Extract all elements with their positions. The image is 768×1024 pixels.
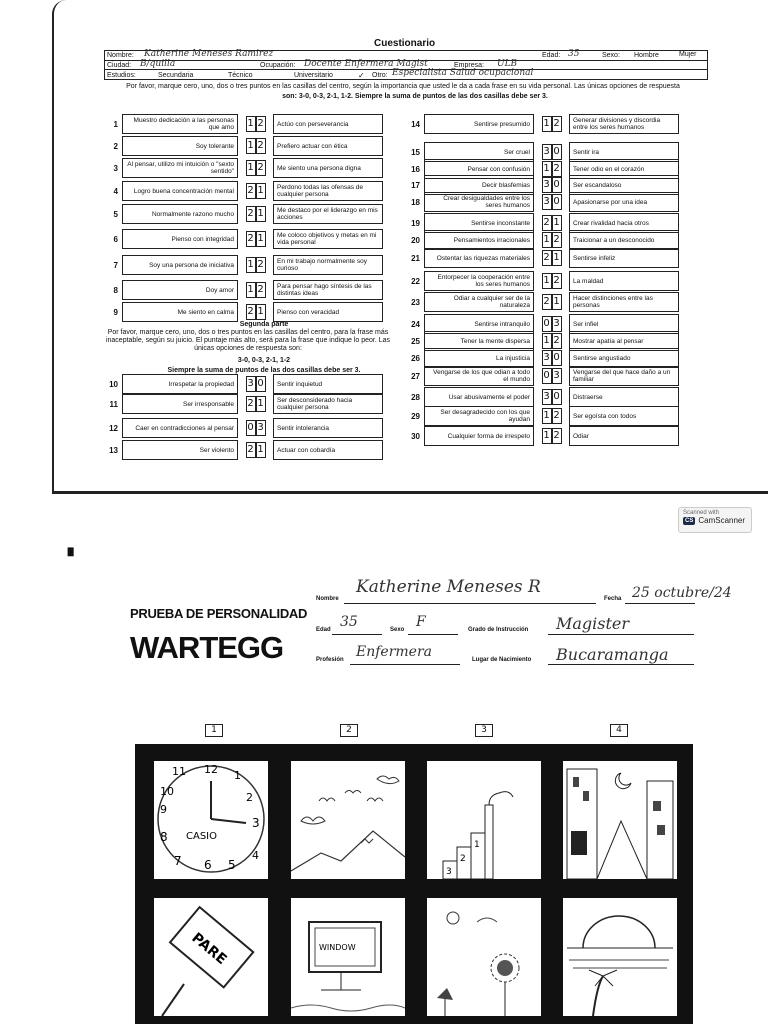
item-row-29	[406, 406, 679, 426]
edad-underline	[332, 634, 382, 635]
clock-num: 3	[252, 816, 260, 830]
wartegg-fecha-label: Fecha	[604, 596, 622, 602]
drawing-cell-1-clock	[154, 761, 268, 879]
clock-num: 11	[172, 765, 186, 778]
item-number: 22	[411, 276, 420, 286]
otro-label: Otro:	[372, 72, 388, 79]
fecha-underline	[625, 603, 695, 604]
score-right[interactable]: 2	[552, 428, 562, 444]
item-left-statement: Entorpecer la cooperación entre los seres humanos	[424, 271, 534, 291]
score-boxes	[243, 280, 268, 300]
score-left[interactable]: 1	[542, 161, 552, 177]
score-boxes	[243, 418, 268, 438]
item-right-statement: Me destaco por el liderazgo en mis acciones	[273, 204, 383, 224]
item-row-6	[104, 229, 383, 249]
score-right[interactable]: 0	[552, 144, 562, 160]
drawing-cell-6-window	[291, 898, 405, 1016]
score-right[interactable]: 1	[256, 396, 266, 412]
item-left-statement: Vengarse de los que odian a todo el mundo	[424, 366, 534, 386]
item-row-18	[406, 192, 679, 212]
score-right[interactable]: 3	[552, 368, 562, 384]
score-boxes	[243, 394, 268, 414]
item-left-statement: Pensamientos irracionales	[424, 230, 534, 250]
questionnaire-title: Cuestionario	[374, 38, 436, 49]
otro-value: Especialista Salud ocupacional	[392, 68, 534, 78]
item-row-22	[406, 271, 679, 291]
clock-num: 10	[160, 785, 174, 798]
score-left[interactable]: 1	[542, 333, 552, 349]
item-left-statement: Usar abusivamente el poder	[424, 387, 534, 407]
wartegg-edad-value: 35	[340, 614, 358, 630]
score-boxes	[539, 230, 564, 250]
score-right[interactable]: 0	[552, 389, 562, 405]
score-boxes	[243, 255, 268, 275]
score-left[interactable]: 2	[246, 304, 256, 320]
item-right-statement: Actúo con perseverancia	[273, 114, 383, 134]
sunset-drawing	[563, 898, 677, 1016]
score-right[interactable]: 2	[552, 116, 562, 132]
score-boxes	[539, 387, 564, 407]
item-number: 13	[109, 445, 118, 455]
item-left-statement: Soy tolerante	[122, 136, 238, 156]
landscape-drawing	[291, 761, 405, 879]
clock-num: 2	[246, 791, 253, 804]
ciudad-value: B/quilla	[140, 59, 176, 69]
page-corner-mark: ▘	[68, 548, 79, 564]
score-boxes	[243, 440, 268, 460]
item-number: 12	[109, 423, 118, 433]
score-left[interactable]: 0	[246, 420, 256, 436]
item-right-statement: Sentir intolerancia	[273, 418, 383, 438]
wartegg-drawing-grid	[135, 744, 693, 1024]
step-label: 3	[446, 867, 452, 877]
check-mark-icon: ✓	[358, 71, 365, 80]
item-row-13	[104, 440, 383, 460]
wartegg-fecha-value: 25 octubre/24	[632, 585, 732, 601]
cell-number-2: 2	[340, 724, 358, 737]
empresa-label: Empresa:	[454, 62, 484, 69]
item-right-statement: Mostrar apatía al pensar	[569, 331, 679, 351]
score-right[interactable]: 1	[552, 294, 562, 310]
score-right[interactable]: 3	[256, 420, 266, 436]
hombre-option: Hombre	[634, 52, 659, 59]
item-right-statement: Ser infiel	[569, 314, 679, 334]
tecnico-option: Técnico	[228, 72, 253, 79]
item-number: 11	[109, 399, 118, 409]
cell-number-3: 3	[475, 724, 493, 737]
segunda-parte-heading: Segunda parte	[239, 321, 289, 328]
score-boxes	[243, 158, 268, 178]
item-right-statement: Prefiero actuar con ética	[273, 136, 383, 156]
item-right-statement: Apasionarse por una idea	[569, 192, 679, 212]
score-boxes	[539, 271, 564, 291]
score-left[interactable]: 1	[246, 160, 256, 176]
item-number: 1	[113, 119, 118, 129]
score-boxes	[539, 366, 564, 386]
flowers-drawing	[427, 898, 541, 1016]
score-boxes	[243, 302, 268, 322]
item-number: 8	[113, 285, 118, 295]
item-right-statement: La maldad	[569, 271, 679, 291]
item-row-23	[406, 292, 679, 312]
item-row-3	[104, 158, 383, 178]
score-left[interactable]: 3	[542, 389, 552, 405]
score-left[interactable]: 2	[542, 294, 552, 310]
item-left-statement: Me siento en calma	[122, 302, 238, 322]
item-number: 2	[113, 141, 118, 151]
edad-value: 35	[568, 49, 580, 59]
item-right-statement: Vengarse del que hace daño a un familiar	[569, 366, 679, 386]
wartegg-profesion-value: Enfermera	[356, 644, 432, 660]
score-right[interactable]: 2	[552, 333, 562, 349]
score-right[interactable]: 1	[256, 442, 266, 458]
item-number: 6	[113, 234, 118, 244]
item-left-statement: Ostentar las riquezas materiales	[424, 248, 534, 268]
item-right-statement: En mi trabajo normalmente soy curioso	[273, 255, 383, 275]
score-right[interactable]: 1	[256, 304, 266, 320]
drawing-cell-4-buildings	[563, 761, 677, 879]
score-boxes	[243, 374, 268, 394]
grado-underline	[548, 634, 694, 635]
score-left[interactable]: 3	[542, 194, 552, 210]
score-right[interactable]: 2	[256, 257, 266, 273]
item-row-7	[104, 255, 383, 275]
item-right-statement: Hacer distinciones entre las personas	[569, 292, 679, 312]
nombre-underline	[344, 603, 596, 604]
item-row-12	[104, 418, 383, 438]
questionnaire-sheet	[52, 0, 768, 494]
clock-num: 9	[160, 803, 167, 816]
item-left-statement: Odiar a cualquier ser de la naturaleza	[424, 292, 534, 312]
item-left-statement: Ser violento	[122, 440, 238, 460]
score-right[interactable]: 1	[256, 231, 266, 247]
item-left-statement: Caer en contradicciones al pensar	[122, 418, 238, 438]
item-left-statement: Normalmente razono mucho	[122, 204, 238, 224]
score-left[interactable]: 1	[246, 257, 256, 273]
item-left-statement: Ser cruel	[424, 142, 534, 162]
clock-num: 12	[204, 763, 218, 776]
item-right-statement: Actuar con cobardía	[273, 440, 383, 460]
item-number: 25	[411, 336, 420, 346]
score-right[interactable]: 2	[552, 161, 562, 177]
score-left[interactable]: 2	[246, 206, 256, 222]
item-row-10	[104, 374, 383, 394]
item-number: 16	[411, 164, 420, 174]
sexo-underline	[408, 634, 458, 635]
item-right-statement: Ser escandaloso	[569, 175, 679, 195]
nombre-value: Katherine Meneses Ramirez	[144, 49, 274, 59]
score-left[interactable]: 2	[542, 215, 552, 231]
score-left[interactable]: 2	[246, 231, 256, 247]
wartegg-edad-label: Edad	[316, 627, 331, 633]
score-right[interactable]: 2	[256, 138, 266, 154]
item-right-statement: Sentir ira	[569, 142, 679, 162]
wartegg-sexo-value: F	[416, 614, 426, 630]
score-boxes	[243, 136, 268, 156]
wartegg-nombre-label: Nombre	[316, 596, 339, 602]
empresa-value: ULB	[497, 59, 518, 69]
item-right-statement: Perdono todas las ofensas de cualquier persona	[273, 181, 383, 201]
item-number: 9	[113, 307, 118, 317]
cell-number-4: 4	[610, 724, 628, 737]
item-right-statement: Ser desconsiderado hacia cualquier persona	[273, 394, 383, 414]
item-left-statement: Sentirse presumido	[424, 114, 534, 134]
score-boxes	[243, 229, 268, 249]
item-row-11	[104, 394, 383, 414]
edad-label: Edad:	[542, 52, 561, 59]
item-row-9	[104, 302, 383, 322]
item-number: 24	[411, 319, 420, 329]
wartegg-grado-label: Grado de Instrucción	[468, 627, 529, 633]
item-number: 29	[411, 411, 420, 421]
score-left[interactable]: 3	[542, 350, 552, 366]
drawing-cell-7-flowers	[427, 898, 541, 1016]
score-left[interactable]: 1	[542, 232, 552, 248]
item-left-statement: La injusticia	[424, 348, 534, 368]
item-right-statement: Traicionar a un desconocido	[569, 230, 679, 250]
item-number: 15	[411, 147, 420, 157]
drawing-cell-2-landscape	[291, 761, 405, 879]
score-right[interactable]: 3	[552, 316, 562, 332]
wartegg-grado-value: Magister	[556, 614, 630, 633]
cell-number-1: 1	[205, 724, 223, 737]
item-row-8	[104, 280, 383, 300]
score-right[interactable]: 0	[552, 177, 562, 193]
clock-num: 8	[160, 830, 168, 844]
item-right-statement: Tener odio en el corazón	[569, 159, 679, 179]
score-left[interactable]: 3	[542, 177, 552, 193]
clock-num: 4	[252, 849, 259, 862]
item-left-statement: Sentirse intranquilo	[424, 314, 534, 334]
window-text: WINDOW	[319, 943, 356, 952]
item-number: 17	[411, 180, 420, 190]
score-right[interactable]: 2	[256, 160, 266, 176]
wartegg-nombre-value: Katherine Meneses R	[356, 577, 541, 597]
window-drawing	[291, 898, 405, 1016]
score-left[interactable]: 3	[246, 376, 256, 392]
item-number: 27	[411, 371, 420, 381]
score-right[interactable]: 0	[552, 350, 562, 366]
instructions-part1-b: son: 3-0, 0-3, 2-1, 1-2. Siempre la suma de puntos de las dos casillas debe ser 3.	[282, 93, 548, 100]
score-boxes	[243, 114, 268, 134]
score-right[interactable]: 0	[552, 194, 562, 210]
score-left[interactable]: 1	[542, 273, 552, 289]
score-right[interactable]: 2	[552, 273, 562, 289]
score-right[interactable]: 1	[552, 215, 562, 231]
item-row-20	[406, 230, 679, 250]
score-boxes	[539, 114, 564, 134]
item-left-statement: Irrespetar la propiedad	[122, 374, 238, 394]
item-right-statement: Odiar	[569, 426, 679, 446]
item-right-statement: Sentirse infeliz	[569, 248, 679, 268]
item-number: 23	[411, 297, 420, 307]
score-left[interactable]: 1	[542, 116, 552, 132]
stop-sign-drawing	[154, 898, 268, 1016]
item-left-statement: Doy amor	[122, 280, 238, 300]
score-boxes	[539, 426, 564, 446]
drawing-cell-3-steps	[427, 761, 541, 879]
item-number: 20	[411, 235, 420, 245]
score-left[interactable]: 2	[542, 250, 552, 266]
item-row-27	[406, 366, 679, 386]
camscanner-watermark	[678, 507, 752, 533]
score-boxes	[243, 204, 268, 224]
scanner-caption: Scanned with	[683, 510, 720, 516]
item-number: 4	[113, 186, 118, 196]
score-right[interactable]: 1	[256, 206, 266, 222]
item-right-statement: Sentir inquietud	[273, 374, 383, 394]
ciudad-label: Ciudad:	[107, 62, 132, 69]
item-right-statement: Crear rivalidad hacia otros	[569, 213, 679, 233]
step-label: 1	[474, 840, 480, 850]
score-left[interactable]: 1	[246, 282, 256, 298]
score-right[interactable]: 1	[256, 183, 266, 199]
secundaria-option: Secundaria	[158, 72, 194, 79]
item-row-26	[406, 348, 679, 368]
instructions-part2-options: 3-0, 0-3, 2-1, 1-2	[237, 357, 291, 364]
nombre-label: Nombre:	[107, 52, 134, 59]
score-boxes	[539, 248, 564, 268]
ocupacion-label: Ocupación:	[260, 62, 296, 69]
item-left-statement: Pensar con confusión	[424, 159, 534, 179]
item-number: 18	[411, 197, 420, 207]
score-left[interactable]: 1	[246, 116, 256, 132]
buildings-drawing	[563, 761, 677, 879]
score-left[interactable]: 3	[542, 144, 552, 160]
item-number: 28	[411, 392, 420, 402]
score-right[interactable]: 0	[256, 376, 266, 392]
lugar-underline	[548, 664, 694, 665]
score-right[interactable]: 2	[552, 232, 562, 248]
score-left[interactable]: 0	[542, 368, 552, 384]
item-right-statement: Ser egoísta con todos	[569, 406, 679, 426]
score-left[interactable]: 0	[542, 316, 552, 332]
item-row-5	[104, 204, 383, 224]
instructions-part1-a: Por favor, marque cero, uno, dos o tres puntos en las casillas del centro, según la importancia que usted le da a cada frase en su vida personal. Las únicas opciones de respuesta	[126, 83, 680, 90]
universitario-option: Universitario	[294, 72, 333, 79]
score-right[interactable]: 2	[256, 282, 266, 298]
camscanner-logo-icon: CS	[685, 517, 694, 524]
item-number: 30	[411, 431, 420, 441]
score-right[interactable]: 2	[552, 408, 562, 424]
scanner-name: CamScanner	[698, 516, 746, 525]
item-row-21	[406, 248, 679, 268]
item-row-14	[406, 114, 679, 134]
clock-num: 1	[234, 769, 241, 782]
score-left[interactable]: 2	[246, 442, 256, 458]
item-left-statement: Tener la mente dispersa	[424, 331, 534, 351]
item-number: 21	[411, 253, 420, 263]
score-boxes	[243, 181, 268, 201]
profesion-underline	[350, 664, 460, 665]
item-left-statement: Muestro dedicación a las personas que amo	[122, 114, 238, 134]
instructions-part2-sum: Siempre la suma de puntos de las dos casillas debe ser 3.	[167, 367, 361, 374]
steps-drawing	[427, 761, 541, 879]
item-number: 7	[113, 260, 118, 270]
instructions-part2: Por favor, marque cero, uno, dos o tres puntos en las casillas del centro, para la frase más inaceptable, según su juicio. El puntaje más alto, será para la frase que indique lo peor. Las únicas opciones de respuesta son:	[105, 329, 391, 352]
ocupacion-value: Docente Enfermera Magist	[304, 59, 428, 69]
item-number: 19	[411, 218, 420, 228]
item-right-statement: Generar divisiones y discordia entre los seres humanos	[569, 114, 679, 134]
score-boxes	[539, 406, 564, 426]
wartegg-lugar-label: Lugar de Nacimiento	[472, 657, 532, 663]
drawing-cell-8-sunset	[563, 898, 677, 1016]
score-boxes	[539, 348, 564, 368]
item-right-statement: Para pensar hago síntesis de las distintas ideas	[273, 280, 383, 300]
item-row-30	[406, 426, 679, 446]
sexo-label: Sexo:	[602, 52, 620, 59]
drawing-cell-5-sign	[154, 898, 268, 1016]
wartegg-title: WARTEGG	[130, 630, 284, 665]
item-right-statement: Sentirse angustiado	[569, 348, 679, 368]
item-left-statement: Sentirse inconstante	[424, 213, 534, 233]
clock-num: 5	[228, 858, 236, 872]
item-number: 3	[113, 163, 118, 173]
wartegg-profesion-label: Profesión	[316, 657, 344, 663]
item-left-statement: Ser irresponsable	[122, 394, 238, 414]
wartegg-sexo-label: Sexo	[390, 627, 405, 633]
item-left-statement: Logro buena concentración mental	[122, 181, 238, 201]
estudios-label: Estudios:	[107, 72, 136, 79]
score-boxes	[539, 192, 564, 212]
clock-brand-text: CASIO	[186, 831, 217, 842]
clock-num: 7	[174, 854, 182, 868]
mujer-option: Mujer	[679, 51, 697, 58]
clock-drawing	[154, 761, 268, 879]
score-left[interactable]: 1	[246, 138, 256, 154]
item-number: 26	[411, 353, 420, 363]
item-row-2	[104, 136, 383, 156]
item-right-statement: Distraerse	[569, 387, 679, 407]
item-left-statement: Pienso con integridad	[122, 229, 238, 249]
item-row-28	[406, 387, 679, 407]
item-right-statement: Me coloco objetivos y metas en mi vida personal	[273, 229, 383, 249]
item-right-statement: Me siento una persona digna	[273, 158, 383, 178]
item-number: 5	[113, 209, 118, 219]
step-label: 2	[460, 854, 466, 864]
item-number: 14	[411, 119, 420, 129]
sign-text: PARE	[188, 929, 230, 968]
item-left-statement: Crear desigualdades entre los seres humanos	[424, 192, 534, 212]
item-number: 10	[109, 379, 118, 389]
clock-num: 6	[204, 858, 212, 872]
wartegg-subtitle: PRUEBA DE PERSONALIDAD	[130, 606, 308, 621]
item-left-statement: Ser desagradecido con los que ayudan	[424, 406, 534, 426]
score-left[interactable]: 2	[246, 183, 256, 199]
score-right[interactable]: 2	[256, 116, 266, 132]
wartegg-lugar-value: Bucaramanga	[556, 645, 669, 664]
score-left[interactable]: 1	[542, 428, 552, 444]
score-left[interactable]: 2	[246, 396, 256, 412]
item-left-statement: Decir blasfemias	[424, 175, 534, 195]
item-right-statement: Pienso con veracidad	[273, 302, 383, 322]
score-right[interactable]: 1	[552, 250, 562, 266]
item-row-4	[104, 181, 383, 201]
item-left-statement: Soy una persona de iniciativa	[122, 255, 238, 275]
score-left[interactable]: 1	[542, 408, 552, 424]
item-left-statement: Al pensar, utilizo mi intuición o "sexto sentido"	[122, 158, 238, 178]
item-row-1	[104, 114, 383, 134]
score-boxes	[539, 292, 564, 312]
item-left-statement: Cualquier forma de irrespeto	[424, 426, 534, 446]
